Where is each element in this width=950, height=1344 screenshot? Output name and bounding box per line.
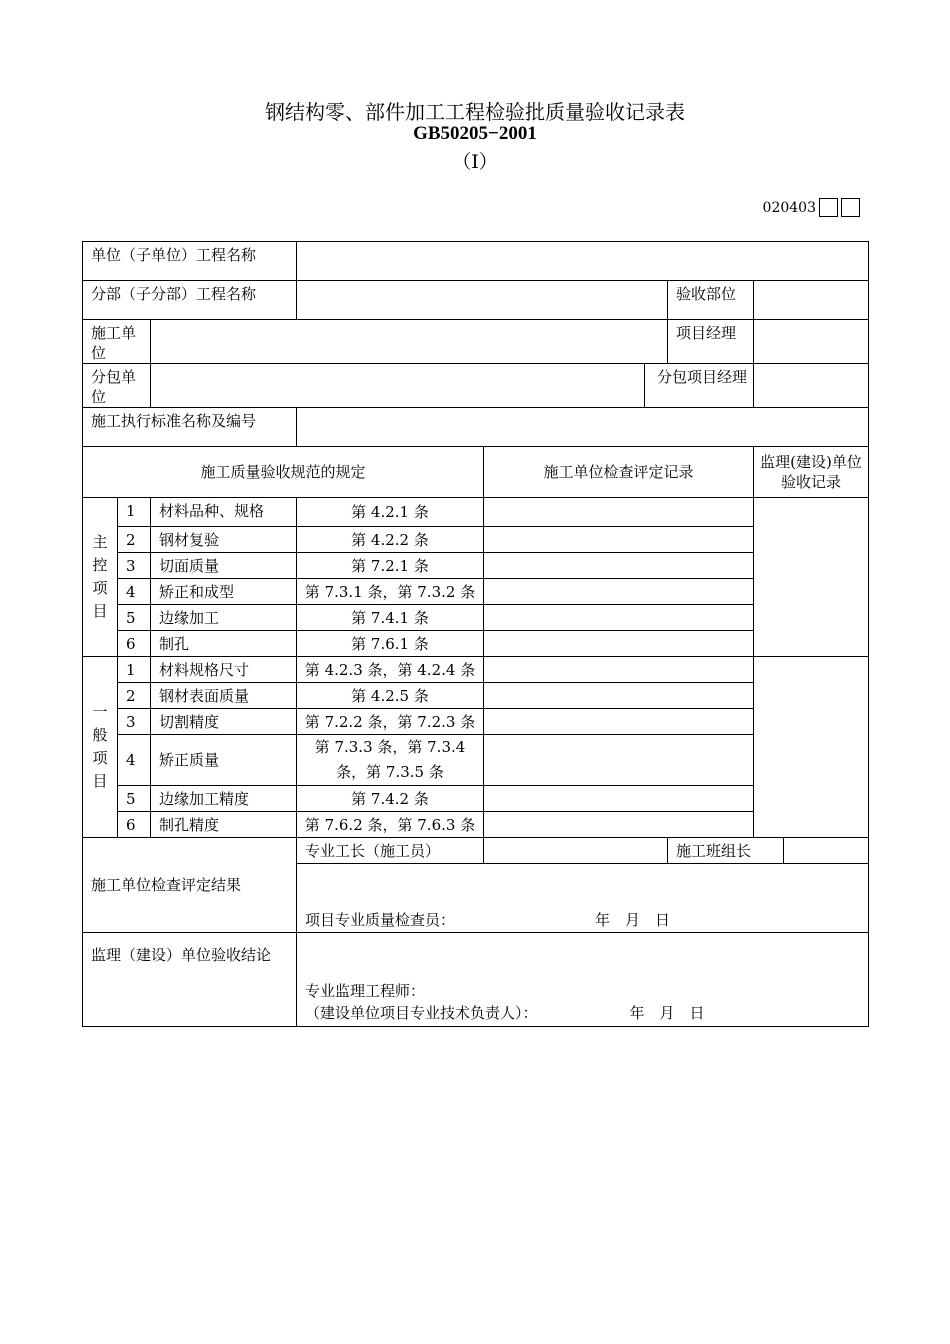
- foreman-label: 专业工长（施工员）: [297, 838, 484, 864]
- team-leader-label: 施工班组长: [668, 838, 784, 864]
- supervision-engineer-label: 专业监理工程师：: [305, 982, 426, 1000]
- form-code-number: 020403: [762, 199, 816, 216]
- form-code-box-2[interactable]: [841, 198, 860, 217]
- item-name: 矫正质量: [151, 735, 297, 786]
- general-items-label-char: 项: [92, 749, 108, 767]
- standard-name-input[interactable]: [297, 408, 869, 447]
- item-name: 切割精度: [151, 709, 297, 735]
- item-check-record[interactable]: [484, 735, 754, 786]
- general-items-label-char: 目: [92, 772, 108, 790]
- subcontract-unit-label: 分包单位: [83, 364, 151, 408]
- inspector-label: 项目专业质量检查员：: [305, 911, 456, 929]
- item-name: 矫正和成型: [151, 579, 297, 605]
- item-clause: 第 7.3.1 条，第 7.3.2 条: [297, 579, 484, 605]
- main-items-label-char: 项: [92, 579, 108, 597]
- item-number: 3: [118, 553, 151, 579]
- item-number: 6: [118, 631, 151, 657]
- foreman-input[interactable]: [484, 838, 668, 864]
- item-check-record[interactable]: [484, 527, 754, 553]
- main-items-label-char: 主: [92, 533, 108, 551]
- unit-project-name-label: 单位（子单位）工程名称: [83, 242, 297, 281]
- item-clause: 第 4.2.3 条，第 4.2.4 条: [297, 657, 484, 683]
- item-check-record[interactable]: [484, 683, 754, 709]
- item-number: 5: [118, 605, 151, 631]
- form-code-box-1[interactable]: [819, 198, 838, 217]
- item-clause: 第 7.4.1 条: [297, 605, 484, 631]
- subcontract-unit-input[interactable]: [151, 364, 645, 408]
- item-name: 制孔精度: [151, 812, 297, 838]
- result-label: 施工单位检查评定结果: [83, 838, 297, 933]
- conclusion-signature-area[interactable]: [297, 933, 869, 1027]
- item-check-record[interactable]: [484, 657, 754, 683]
- item-clause: 第 7.2.1 条: [297, 553, 484, 579]
- item-number: 4: [118, 735, 151, 786]
- item-clause: 第 4.2.5 条: [297, 683, 484, 709]
- item-number: 2: [118, 527, 151, 553]
- check-record-column-header: 施工单位检查评定记录: [484, 447, 754, 498]
- acceptance-location-label: 验收部位: [668, 281, 754, 320]
- unit-project-name-input[interactable]: [297, 242, 869, 281]
- division-project-name-input[interactable]: [297, 281, 668, 320]
- item-clause: 第 7.6.1 条: [297, 631, 484, 657]
- inspection-table: [82, 241, 869, 1027]
- item-clause: 第 4.2.2 条: [297, 527, 484, 553]
- construction-unit-input[interactable]: [151, 320, 668, 364]
- result-date: 年 月 日: [595, 911, 671, 929]
- general-items-supervision-record[interactable]: [754, 657, 869, 838]
- item-number: 1: [118, 498, 151, 527]
- item-number: 2: [118, 683, 151, 709]
- main-items-supervision-record[interactable]: [754, 498, 869, 657]
- item-name: 钢材表面质量: [151, 683, 297, 709]
- spec-column-header: 施工质量验收规范的规定: [83, 447, 484, 498]
- main-items-label-char: 控: [92, 556, 108, 574]
- item-number: 1: [118, 657, 151, 683]
- conclusion-label: 监理（建设）单位验收结论: [83, 933, 297, 1027]
- item-number: 5: [118, 786, 151, 812]
- item-name: 钢材复验: [151, 527, 297, 553]
- item-name: 材料规格尺寸: [151, 657, 297, 683]
- standard-name-label: 施工执行标准名称及编号: [83, 408, 297, 447]
- item-check-record[interactable]: [484, 498, 754, 527]
- subcontract-manager-input[interactable]: [754, 364, 869, 408]
- general-items-label-char: 一: [92, 703, 108, 721]
- item-clause: 第 7.4.2 条: [297, 786, 484, 812]
- general-items-label: [83, 657, 118, 838]
- item-number: 6: [118, 812, 151, 838]
- item-clause: 第 7.3.3 条，第 7.3.4 条，第 7.3.5 条: [297, 735, 484, 786]
- subcontract-manager-label: 分包项目经理: [645, 364, 754, 408]
- supervision-record-column-header: 监理(建设)单位验收记录: [754, 447, 869, 498]
- item-name: 制孔: [151, 631, 297, 657]
- item-name: 边缘加工精度: [151, 786, 297, 812]
- item-check-record[interactable]: [484, 709, 754, 735]
- item-clause: 第 7.6.2 条，第 7.6.3 条: [297, 812, 484, 838]
- owner-rep-label: （建设单位项目专业技术负责人）：: [305, 1004, 538, 1022]
- item-name: 材料品种、规格: [151, 498, 297, 527]
- form-code: [763, 198, 860, 217]
- conclusion-date: 年 月 日: [629, 1004, 705, 1022]
- item-name: 边缘加工: [151, 605, 297, 631]
- project-manager-label: 项目经理: [668, 320, 754, 364]
- item-check-record[interactable]: [484, 553, 754, 579]
- item-check-record[interactable]: [484, 786, 754, 812]
- item-check-record[interactable]: [484, 812, 754, 838]
- item-number: 3: [118, 709, 151, 735]
- item-number: 4: [118, 579, 151, 605]
- item-clause: 第 7.2.2 条，第 7.2.3 条: [297, 709, 484, 735]
- form-title: 钢结构零、部件加工工程检验批质量验收记录表: [265, 100, 685, 124]
- standard-code: GB50205−2001: [413, 123, 537, 144]
- item-name: 切面质量: [151, 553, 297, 579]
- item-check-record[interactable]: [484, 579, 754, 605]
- main-items-label: [83, 498, 118, 657]
- main-items-label-char: 目: [92, 602, 108, 620]
- item-check-record[interactable]: [484, 631, 754, 657]
- result-signature-area[interactable]: [297, 864, 869, 933]
- general-items-label-char: 般: [92, 726, 108, 744]
- acceptance-location-input[interactable]: [754, 281, 869, 320]
- item-clause: 第 4.2.1 条: [297, 498, 484, 527]
- project-manager-input[interactable]: [754, 320, 869, 364]
- construction-unit-label: 施工单位: [83, 320, 151, 364]
- item-check-record[interactable]: [484, 605, 754, 631]
- team-leader-input[interactable]: [784, 838, 869, 864]
- division-project-name-label: 分部（子分部）工程名称: [83, 281, 297, 320]
- form-part: （Ⅰ）: [452, 151, 498, 173]
